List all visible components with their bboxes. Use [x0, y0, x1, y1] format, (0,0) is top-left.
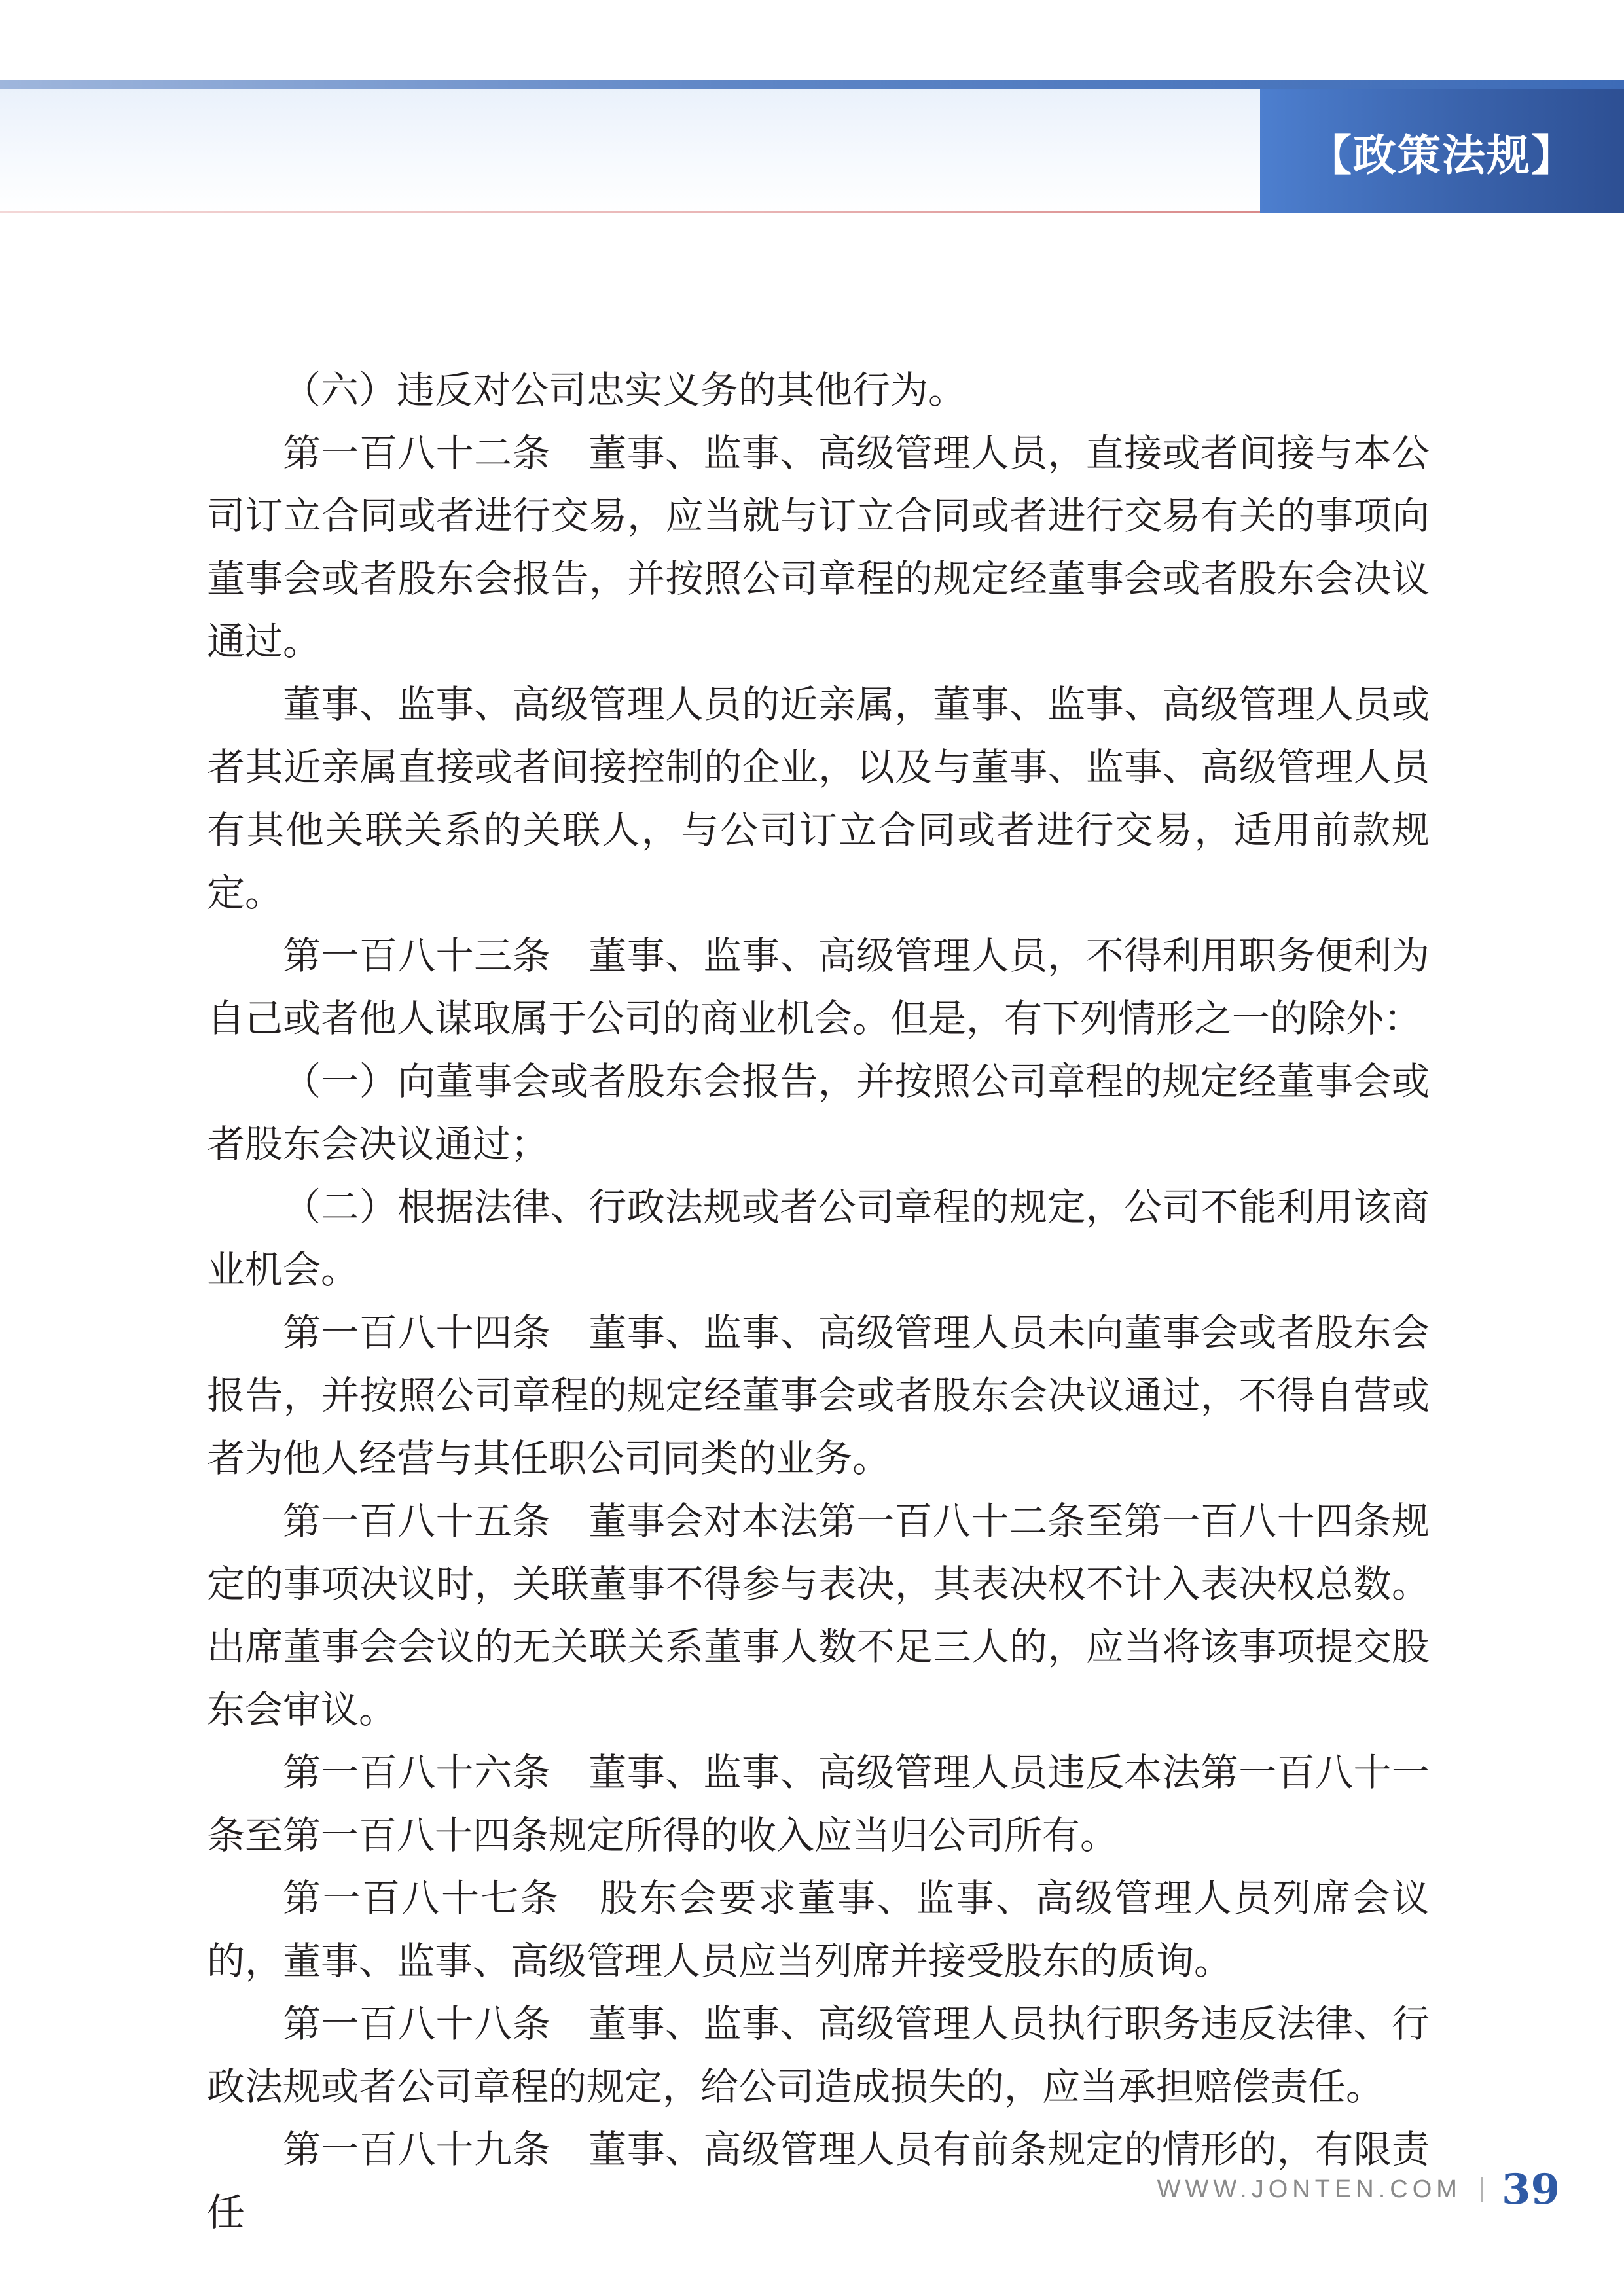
page-number: 39 — [1501, 2164, 1560, 2214]
paragraph-10: 第一百八十七条 股东会要求董事、监事、高级管理人员列席会议的，董事、监事、高级管理人员应当列席并接受股东的质询。 — [207, 1876, 1430, 1983]
paragraph-3: 董事、监事、高级管理人员的近亲属，董事、监事、高级管理人员或者其近亲属直接或者间接控制的企业，以及与董事、监事、高级管理人员有其他关联关系的关联人，与公司订立合同或者进行交易，适用前款规定。 — [207, 682, 1430, 915]
article-body — [207, 359, 1430, 2244]
header-top-rule — [0, 80, 1624, 89]
paragraph-1: （六）违反对公司忠实义务的其他行为。 — [283, 368, 967, 412]
page-footer — [1157, 2160, 1560, 2219]
paragraph-8: 第一百八十五条 董事会对本法第一百八十二条至第一百八十四条规定的事项决议时，关联董事不得参与表决，其表决权不计入表决权总数。出席董事会会议的无关联关系董事人数不足三人的，应当将该事项提交股东会审议。 — [207, 1499, 1430, 1732]
footer-divider — [1481, 2177, 1483, 2202]
paragraph-4: 第一百八十三条 董事、监事、高级管理人员，不得利用职务便利为自己或者他人谋取属于公司的商业机会。但是，有下列情形之一的除外： — [207, 933, 1430, 1041]
site-url: WWW.JONTEN.COM — [1157, 2175, 1462, 2203]
header-band — [0, 89, 1260, 213]
paragraph-5: （一）向董事会或者股东会报告，并按照公司章程的规定经董事会或者股东会决议通过； — [207, 1059, 1430, 1166]
header-underline — [0, 211, 1260, 213]
section-label: 【政策法规】 — [1308, 129, 1576, 181]
paragraph-2: 第一百八十二条 董事、监事、高级管理人员，直接或者间接与本公司订立合同或者进行交易，应当就与订立合同或者进行交易有关的事项向董事会或者股东会报告，并按照公司章程的规定经董事会或者股东会决议通过。 — [207, 431, 1430, 664]
paragraph-11: 第一百八十八条 董事、监事、高级管理人员执行职务违反法律、行政法规或者公司章程的规定，给公司造成损失的，应当承担赔偿责任。 — [207, 2001, 1430, 2109]
paragraph-12: 第一百八十九条 董事、高级管理人员有前条规定的情形的，有限责任 — [207, 2127, 1430, 2234]
section-tab — [1260, 89, 1624, 213]
paragraph-7: 第一百八十四条 董事、监事、高级管理人员未向董事会或者股东会报告，并按照公司章程的规定经董事会或者股东会决议通过，不得自营或者为他人经营与其任职公司同类的业务。 — [207, 1310, 1430, 1480]
paragraph-6: （二）根据法律、行政法规或者公司章程的规定，公司不能利用该商业机会。 — [207, 1185, 1430, 1292]
paragraph-9: 第一百八十六条 董事、监事、高级管理人员违反本法第一百八十一条至第一百八十四条规定所得的收入应当归公司所有。 — [207, 1750, 1430, 1857]
